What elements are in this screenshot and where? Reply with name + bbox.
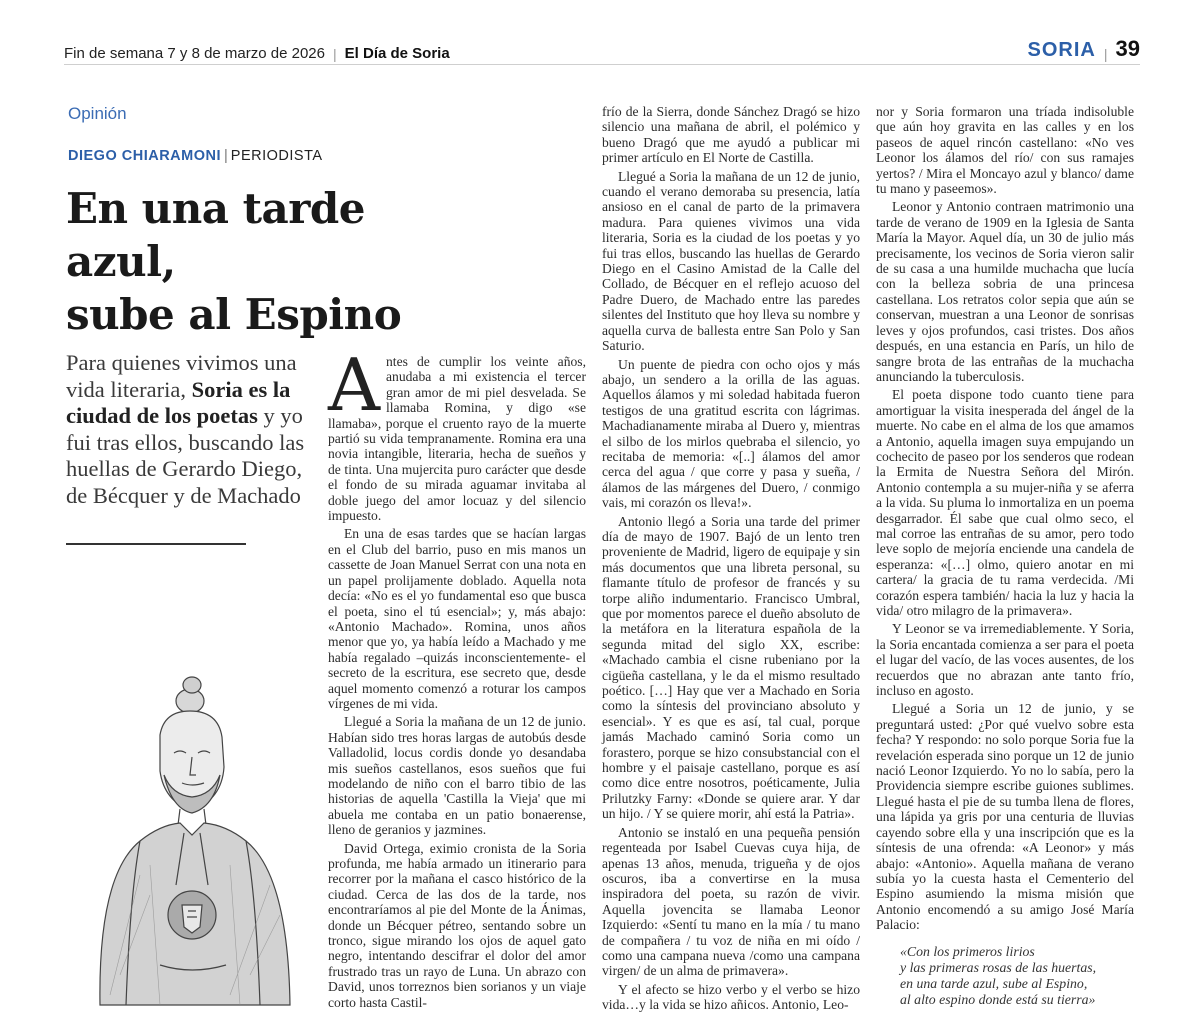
issue-date: Fin de semana 7 y 8 de marzo de 2026 (64, 45, 325, 62)
section-name: SORIA (1027, 39, 1096, 61)
col2-paragraph-2: Llegué a Soria la mañana de un 12 de junio, cuando el verano demoraba su presencia, latía ansioso en el canal de parto de la primavera madura. Para quienes vivimos una vida literaria, Soria es la ciudad de los poetas y yo fui tras ellos, buscando las huellas de Gerardo Diego en el Casino Amistad de la Calle del Collado, de Bécquer en el reflejo acuoso del Padre Duero, de Machado entre las paredes silentes del Instituto que hoy lleva su nombre y aquella curva de ballesta entre San Polo y San Saturio. (602, 168, 860, 354)
drop-cap: A (328, 343, 380, 427)
col3-paragraph-2: Leonor y Antonio contraen matrimonio una tarde de verano de 1909 en la Iglesia de Santa María la Mayor. Aquel día, un 30 de julio más precisamente, los vecinos de Soria vieron salir de su casa a una humilde muchacha que lucía con la belleza sobria de una princesa castellana. Los retratos color sepia que aún se conservan, muestran a una Leonor de sonrisas leves y ojos profundos, casi tristes. Dos años después, en una estancia en París, un hilo de sangre brota de las entrañas de la muchacha anunciando la tuberculosis. (876, 199, 1134, 384)
col1-paragraph-1-text: ntes de cumplir los veinte años, anudaba a mi existencia el tercer gran amor de mi piel desvelada. Se llamaba Romina, y digo «se llamaba», porque el cruento rayo de la muerte partió su vida tempranamente. Romina era una novia intangible, literaria, hecha de sueños y de tinta. Una mujercita puro carácter que desde el fondo de su mirada aguamar invitaba al doble juego del amor locuaz y del silencio impuesto. (328, 354, 586, 524)
header-separator-right: | (1103, 46, 1108, 62)
col2-paragraph-1: frío de la Sierra, donde Sánchez Dragó se hizo silencio una mañana de abril, el polémico y bueno Dragó que me ayudó a publicar mi primer artículo en El Norte de Castilla. (602, 104, 860, 166)
author-role: PERIODISTA (230, 148, 323, 164)
section-kicker: Opinión (68, 104, 127, 123)
poem-line: al alto espino donde está su tierra» (900, 992, 1096, 1007)
poem-line: en una tarde azul, sube al Espino, (900, 976, 1088, 991)
lead-text-1: Para quienes vivimos una vida literaria, (66, 350, 297, 402)
page-number: 39 (1115, 36, 1140, 61)
col1-paragraph-2: En una de esas tardes que se hacían largas en el Club del barrio, puso en mis manos un cassette de Joan Manuel Serrat con una nota en un papel prolijamente doblado. Aquella nota decía: «No es el yo fundamental eso que busca el poeta, sino el tú esencial»; y, más abajo: «Antonio Machado». Romina, unos años menor que yo, ya había leído a Machado y me había regalado –quizás inconscientemente- el secreto de la escritura, ese secreto que, desde aquel momento comenzó a roturar los campos vírgenes de mi vida. (328, 526, 586, 711)
byline (68, 148, 323, 164)
header-right (1028, 36, 1140, 62)
col3-paragraph-3: El poeta dispone todo cuanto tiene para amortiguar la visita inesperada del ángel de la muerte. No cabe en el alma de los que amamos a Antonio, aquella imagen suya empujando un cochecito de paseo por los senderos que rodean la Ermita de Nuestra Señora del Mirón. Antonio contempla a su mujer-niña y se aferra a la vida. Su pluma lo inmortaliza en un poema desgarrador. Él sabe que cual olmo seco, el mal corroe las entrañas de su amor, pero todo leve soplo de mejoría enciende una candela de esperanza: «[…] olmo, quiero anotar en mi cartera/ la gracia de tu rama verdecida. /Mi corazón espera también/ hacia la luz y hacia la vida/ otro milagro de la primavera». (876, 387, 1134, 618)
headline: En una tarde azul, sube al Espino (66, 184, 402, 339)
col3-paragraph-4: Y Leonor se va irremediablemente. Y Soria, la Soria encantada comienza a ser para el poeta el lugar del vacío, de las voces ausentes, de los recuerdos que no abrazan ante tanto frío, incluso en agosto. (876, 621, 1134, 699)
lead-text-bold: Soria es la ciudad de los poetas (66, 376, 291, 428)
col1-paragraph-4: David Ortega, eximio cronista de la Soria profunda, me había armado un itinerario para recorrer por la mañana el casco histórico de la ciudad. Cerca de las dos de la tarde, nos encontraríamos al pie del Monte de la Ánimas, donde un Bécquer pétreo, sentando sobre un tronco, sigue mirando los ojos de aquel gato negro, intentando descifrar el dolor del amor frustrado tras un rayo de Luna. Un abrazo con David, unos torreznos bien sorianos y un viaje corto hasta Castil- (328, 840, 586, 1010)
article-column-3 (876, 104, 1134, 933)
article-column-2 (602, 104, 860, 1013)
col2-paragraph-6: Y el afecto se hizo verbo y el verbo se hizo vida…y la vida se hizo añicos. Antonio, Leo- (602, 981, 860, 1013)
col2-paragraph-5: Antonio se instaló en una pequeña pensión regenteada por Isabel Cuevas cuya hija, de apenas 13 años, menuda, trigueña y de ojos oscuros, iba a convertirse en la musa inspiradora del poeta, su razón de vivir. Aquella jovencita se llamaba Leonor Izquierdo: «Sentí tu mano en la mía / tu mano de compañera / tu voz de niña en mi oído / como una campana nueva /como una campana virgen/ de un alma de primavera». (602, 824, 860, 979)
byline-separator: | (224, 148, 228, 164)
lead-rule (66, 543, 246, 545)
col2-paragraph-4: Antonio llegó a Soria una tarde del primer día de mayo de 1907. Bajó de un lento tren proveniente de Madrid, ligero de equipaje y sin más documentos que una libreta personal, su flamante título de profesor de francés y su torpe aliño indumentario. Francisco Umbral, que por momentos parece el dueño absoluto de la metáfora en la literatura española de la segunda mitad del siglo XX, escribe: «Machado cambia el cisne rubeniano por la cigüeña castellana, y le da el mismo resultado poético. […] Hay que ver a Machado en Soria como la síntesis del provinciano absoluto y esencial». Y es que es así, tal cual, porque jamás Machado caminó Soria como un forastero, porque se hizo consubstancial con el hombre y el paisaje castellano, porque es así como dice entre nosotros, poéticamente, Julia Prilutzky Farny: «Donde se quiere arar. Y dar un hijo. / Y se quiere morir, ahí está la Patria». (602, 513, 860, 822)
poem-line: «Con los primeros lirios (900, 944, 1035, 959)
author-name: DIEGO CHIARAMONI (68, 148, 221, 164)
newspaper-name: El Día de Soria (344, 45, 450, 62)
lead-quote (66, 350, 326, 509)
lead-text-2: y yo fui tras ellos, buscando las huellas de Gerardo Diego, de Bécquer y de Machado (66, 403, 305, 508)
article-column-1 (328, 343, 586, 1010)
col3-paragraph-1: nor y Soria formaron una tríada indisoluble que aún hoy gravita en las calles y en los paseos de aquel rincón castellano: «No ves Leonor los álamos del río/ con sus ramajes yertos? / Mira el Moncayo azul y blanco/ dame tu mano y paseemos». (876, 104, 1134, 197)
col3-paragraph-5: Llegué a Soria un 12 de junio, y se preguntará usted: ¿Por qué vuelvo sobre esta fecha? Y respondo: no solo porque Soria fue la revelación esperada sino porque un 12 de junio nació Leonor Izquierdo. Yo no lo sabía, pero la Providencia siempre escribe guiones sublimes. Llegué hasta el pie de su tumba llena de flores, una lápida ya gris por una centuria de lluvias cayendo sobre ella y una inscripción que es la síntesis de una ofrenda: «A Leonor» y más abajo: «Antonio». Aquella mañana de verano subía yo la cuesta hasta el Cementerio del Espino asumiendo la misma misión que Antonio encomendó a su amigo José María Palacio: (876, 701, 1134, 933)
page-header (64, 26, 1140, 62)
col1-paragraph-1 (328, 343, 586, 524)
col2-paragraph-3: Un puente de piedra con ocho ojos y más abajo, un sendero a la orilla de las aguas. Aquellos álamos y mi soledad habitada fueron testigos de una gratitud escrita con lágrimas. Machadianamente miraba al Duero y, mientras el silbo de los mirlos quebraba el silencio, yo recitaba de memoria: «[..] álamos del amor cerca del agua / que corre y pasa y sueña, / álamos de las márgenes del Duero, / conmigo vais, mi corazón os lleva!». (602, 356, 860, 511)
header-rule (64, 64, 1140, 65)
closing-poem (900, 944, 1140, 1008)
col1-paragraph-3: Llegué a Soria la mañana de un 12 de junio. Habían sido tres horas largas de autobús desde Valladolid, locus cordis donde yo desandaba mis sueños castellanos, esos sueños que fui modelando de niño con el barro tibio de las historias de aquella 'Castilla la Vieja' que mi abuela me contaba en un patio bonaerense, lleno de geranios y jazmines. (328, 714, 586, 838)
header-separator: | (333, 46, 337, 62)
poem-line: y las primeras rosas de las huertas, (900, 960, 1097, 975)
author-portrait (80, 675, 308, 1005)
